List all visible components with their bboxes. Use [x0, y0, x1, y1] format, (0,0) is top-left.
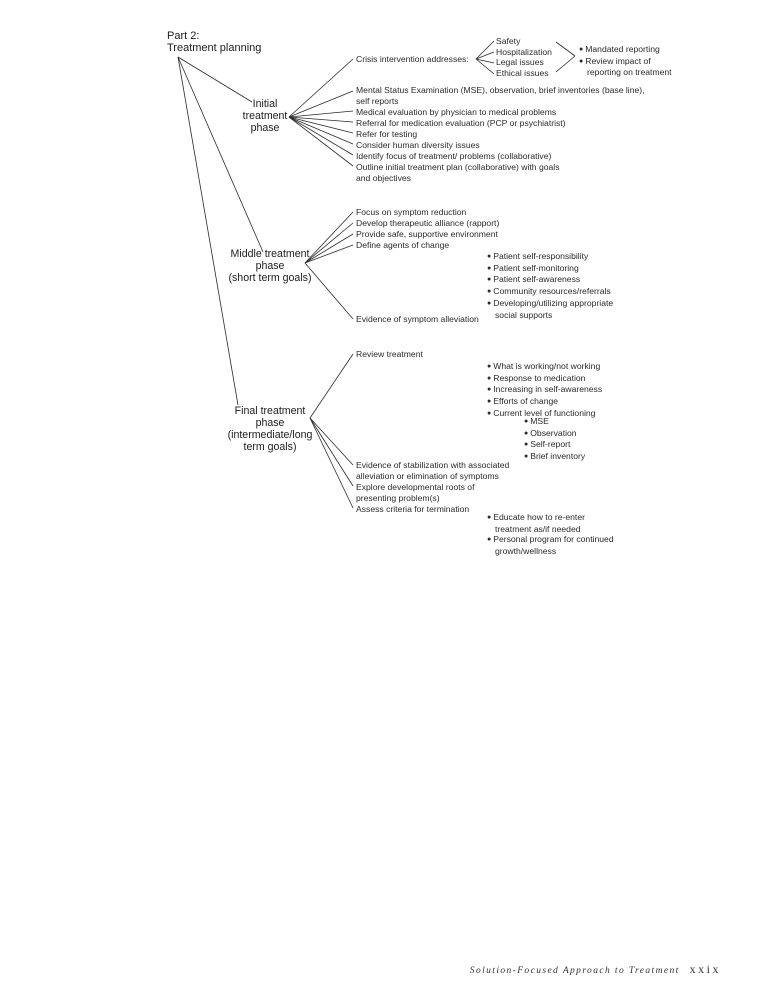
list-item: treatment as/if needed [495, 523, 581, 534]
bullet-icon: ● [579, 57, 584, 65]
page-title: Treatment planning [167, 42, 262, 54]
change-agents-list [487, 251, 613, 320]
list-item: Define agents of change [356, 240, 450, 250]
middle-phase-label: Middle treatment phase (short term goals) [228, 248, 312, 284]
list-item: Focus on symptom reduction [356, 207, 467, 217]
list-item: alleviation or elimination of symptoms [356, 471, 499, 481]
review-treatment-item: Review treatment [356, 349, 423, 359]
bullet-icon: ● [487, 363, 492, 370]
list-item: self reports [356, 96, 399, 106]
list-item: Consider human diversity issues [356, 140, 480, 150]
bullet-icon: ● [487, 536, 492, 544]
review-items-list [487, 361, 602, 420]
termination-items-list [487, 512, 614, 557]
list-item: Mental Status Examination (MSE), observation, brief inventories (base line), [356, 85, 645, 95]
list-item: Medical evaluation by physician to medical problems [356, 107, 557, 117]
list-item: ● Efforts of change [487, 396, 559, 407]
bullet-icon: ● [524, 441, 529, 449]
middle-phase-items [356, 207, 499, 251]
crisis-intervention-label: Crisis intervention addresses: [356, 54, 469, 64]
bullet-icon: ● [487, 386, 492, 394]
bullet-icon: ● [487, 253, 492, 260]
bullet-icon: ● [524, 418, 529, 425]
part-label: Part 2: [167, 30, 200, 42]
bullet-icon: ● [487, 398, 492, 406]
list-item: ● Self-report [524, 439, 571, 450]
list-item: ● MSE [524, 416, 549, 426]
list-item: Ethical issues [496, 68, 549, 79]
list-item: ● Educate how to re-enter [487, 512, 585, 522]
list-item: ● Brief inventory [524, 451, 586, 462]
list-item: ● Mandated reporting [579, 44, 660, 54]
list-item: Assess criteria for termination [356, 504, 470, 514]
bullet-icon: ● [487, 299, 492, 307]
footer-text: Solution-Focused Approach to Treatment [469, 966, 680, 976]
list-item: Provide safe, supportive environment [356, 229, 498, 239]
page-number: xxix [689, 962, 721, 976]
list-item: Refer for testing [356, 129, 418, 139]
functioning-items-list [524, 416, 585, 463]
list-item: ● Review impact of [579, 55, 651, 66]
list-item: ● Developing/utilizing appropriate [487, 297, 614, 308]
list-item: Safety [496, 36, 521, 46]
crisis-items-list [496, 36, 552, 79]
list-item: ● Patient self-monitoring [487, 262, 579, 273]
bullet-icon: ● [487, 514, 492, 521]
list-item: and objectives [356, 173, 411, 183]
symptom-alleviation-item: Evidence of symptom alleviation [356, 314, 479, 324]
list-item: ● Observation [524, 427, 577, 438]
bullet-icon: ● [487, 288, 492, 296]
list-item: Evidence of stabilization with associated [356, 460, 510, 470]
running-footer [470, 962, 721, 977]
list-item: ● What is working/not working [487, 361, 601, 371]
final-phase-items [356, 460, 509, 515]
bullet-icon: ● [487, 276, 492, 284]
list-item: Legal issues [496, 57, 544, 68]
list-item: Explore developmental roots of [356, 482, 475, 492]
list-item: ● Current level of functioning [487, 407, 596, 418]
list-item: social supports [495, 309, 553, 320]
list-item: ● Community resources/referrals [487, 286, 611, 297]
bullet-icon: ● [487, 264, 492, 272]
list-item: ● Patient self-responsibility [487, 251, 589, 261]
list-item: ● Increasing in self-awareness [487, 384, 603, 395]
list-item: Develop therapeutic alliance (rapport) [356, 218, 500, 228]
list-item: reporting on treatment [587, 67, 672, 78]
list-item: Referral for medication evaluation (PCP or psychiatrist) [356, 118, 566, 128]
list-item: ● Patient self-awareness [487, 274, 581, 285]
list-item: Outline initial treatment plan (collaborative) with goals [356, 162, 560, 172]
list-item: ● Personal program for continued [487, 534, 614, 545]
bullet-icon: ● [487, 374, 492, 382]
list-item: Hospitalization [496, 46, 552, 57]
final-phase-label: Final treatment phase (intermediate/long term goals) [227, 405, 313, 453]
crisis-outcomes-list [579, 44, 672, 78]
bullet-icon: ● [524, 429, 529, 437]
initial-phase-label: Initial treatment phase [242, 98, 288, 134]
bullet-icon: ● [524, 453, 529, 461]
bullet-icon: ● [487, 409, 492, 417]
initial-phase-items [356, 85, 645, 184]
list-item: Identify focus of treatment/ problems (collaborative) [356, 151, 552, 161]
list-item: growth/wellness [495, 546, 557, 557]
list-item: ● Response to medication [487, 372, 586, 383]
bullet-icon: ● [579, 46, 584, 53]
list-item: presenting problem(s) [356, 493, 440, 503]
